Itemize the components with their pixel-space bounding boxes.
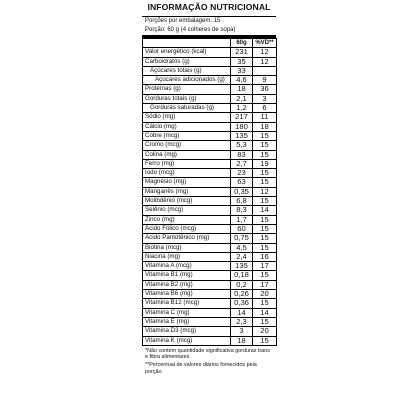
nutrient-name: Cálcio (mg): [143, 122, 231, 131]
nutrient-daily-value: 11: [253, 113, 277, 122]
table-row: [143, 224, 277, 233]
nutrient-name: Ácido Fólico (mcg): [143, 224, 231, 233]
table-row: [143, 159, 277, 168]
nutrient-daily-value: 36: [253, 85, 277, 94]
table-row: [143, 280, 277, 289]
footnote-trans-fat: *Não contém quantidade significativa gorduras trans e fibra alimentares.: [145, 347, 270, 361]
nutrition-table: [142, 38, 277, 346]
servings-per-package: Porções por embalagem: 15: [145, 18, 221, 24]
footnote-daily-value: **Percentual de valores diários fornecidos pela porção.: [145, 362, 257, 375]
table-row: [143, 66, 277, 75]
nutrient-daily-value: 12: [253, 57, 277, 66]
nutrient-daily-value: 3: [253, 94, 277, 103]
nutrient-name: Carboidratos (g): [143, 57, 231, 66]
nutrient-amount: 0,36: [231, 299, 253, 308]
nutrient-name: Vitamina B12 (mcg): [143, 299, 231, 308]
nutrient-amount: 14: [231, 308, 253, 317]
nutrient-daily-value: [253, 66, 277, 75]
nutrient-name: Gorduras saturadas (g): [143, 104, 231, 113]
nutrient-amount: 35: [231, 57, 253, 66]
nutrient-name: Açúcares totais (g): [143, 66, 231, 75]
nutrient-daily-value: 19: [253, 159, 277, 168]
nutrient-amount: 63: [231, 178, 253, 187]
table-row: [143, 252, 277, 261]
table-row: [143, 131, 277, 140]
nutrient-amount: 83: [231, 150, 253, 159]
table-row: [143, 299, 277, 308]
nutrient-amount: 18: [231, 85, 253, 94]
nutrient-amount: 135: [231, 262, 253, 271]
nutrient-amount: 231: [231, 48, 253, 57]
nutrient-amount: 18: [231, 336, 253, 345]
nutrient-daily-value: 17: [253, 262, 277, 271]
table-row: [143, 317, 277, 326]
table-row: [143, 215, 277, 224]
table-row: [143, 141, 277, 150]
nutrient-name: Gorduras totais (g): [143, 94, 231, 103]
nutrient-name: Magnésio (mg): [143, 178, 231, 187]
nutrient-amount: 2,7: [231, 159, 253, 168]
nutrient-daily-value: 20: [253, 290, 277, 299]
nutrient-daily-value: 15: [253, 141, 277, 150]
nutrient-amount: 60: [231, 224, 253, 233]
nutrient-daily-value: 15: [253, 131, 277, 140]
nutrient-name: Vitamina A (mcg): [143, 262, 231, 271]
nutrient-amount: 2,4: [231, 252, 253, 261]
nutrient-daily-value: 15: [253, 178, 277, 187]
nutrient-amount: 217: [231, 113, 253, 122]
nutrient-amount: 0,35: [231, 187, 253, 196]
nutrient-amount: 0,18: [231, 271, 253, 280]
nutrient-amount: 23: [231, 169, 253, 178]
table-row: [143, 243, 277, 252]
nutrient-daily-value: 15: [253, 150, 277, 159]
nutrient-daily-value: 18: [253, 122, 277, 131]
nutrient-name: Ferro (mg): [143, 159, 231, 168]
table-row: [143, 178, 277, 187]
nutrient-amount: 2,1: [231, 94, 253, 103]
nutrient-name: Proteínas (g): [143, 85, 231, 94]
nutrient-amount: 8,3: [231, 206, 253, 215]
nutrient-amount: 0,26: [231, 290, 253, 299]
nutrient-amount: 0,75: [231, 234, 253, 243]
nutrient-daily-value: 15: [253, 271, 277, 280]
table-row: [143, 85, 277, 94]
table-row: [143, 271, 277, 280]
nutrient-daily-value: 15: [253, 197, 277, 206]
nutrient-daily-value: 15: [253, 215, 277, 224]
table-row: [143, 327, 277, 336]
nutrition-facts-label: [142, 0, 276, 420]
nutrient-amount: 2,3: [231, 317, 253, 326]
nutrient-name: Selênio (mcg): [143, 206, 231, 215]
table-row: [143, 113, 277, 122]
table-row: [143, 76, 277, 85]
nutrient-name: Vitamina D3 (mcg): [143, 327, 231, 336]
nutrient-name: Valor energético (kcal): [143, 48, 231, 57]
nutrient-daily-value: 15: [253, 299, 277, 308]
nutrient-amount: 6,8: [231, 197, 253, 206]
nutrient-name: Iodo (mcg): [143, 169, 231, 178]
table-row: [143, 234, 277, 243]
nutrient-name: Biotina (mcg): [143, 243, 231, 252]
nutrient-amount: 180: [231, 122, 253, 131]
nutrient-name: Vitamina B2 (mg): [143, 280, 231, 289]
table-header-row: [143, 39, 277, 48]
nutrient-name: Vitamina B6 (mg): [143, 290, 231, 299]
nutrient-name: Vitamina E (mg): [143, 317, 231, 326]
nutrient-name: Manganês (mg): [143, 187, 231, 196]
nutrient-daily-value: 15: [253, 336, 277, 345]
nutrient-daily-value: 17: [253, 280, 277, 289]
nutrient-amount: 5,3: [231, 141, 253, 150]
nutrient-daily-value: 20: [253, 327, 277, 336]
nutrient-name: Vitamina B1 (mg): [143, 271, 231, 280]
table-row: [143, 290, 277, 299]
nutrient-amount: 135: [231, 131, 253, 140]
nutrient-name: Vitamina K (mcg): [143, 336, 231, 345]
nutrient-name: Niacina (mg): [143, 252, 231, 261]
table-row: [143, 48, 277, 57]
nutrient-name: Ácido Pantotênico (mg): [143, 234, 231, 243]
nutrient-name: Açúcares adicionados (g): [143, 76, 231, 85]
nutrient-daily-value: 9: [253, 76, 277, 85]
nutrient-daily-value: 14: [253, 308, 277, 317]
nutrient-name: Vitamina C (mg): [143, 308, 231, 317]
nutrient-daily-value: 15: [253, 234, 277, 243]
label-title: INFORMAÇÃO NUTRICIONAL: [147, 2, 271, 12]
table-row: [143, 104, 277, 113]
nutrient-daily-value: 6: [253, 104, 277, 113]
nutrient-daily-value: 15: [253, 317, 277, 326]
nutrient-amount: 33: [231, 66, 253, 75]
table-row: [143, 336, 277, 345]
table-row: [143, 206, 277, 215]
nutrient-amount: 3: [231, 327, 253, 336]
portion-size: Porção: 60 g (4 colheres de sopa): [145, 27, 236, 33]
nutrient-amount: 4,6: [231, 76, 253, 85]
table-row: [143, 262, 277, 271]
nutrient-amount: 1,2: [231, 104, 253, 113]
nutrient-daily-value: 16: [253, 252, 277, 261]
table-row: [143, 57, 277, 66]
table-row: [143, 94, 277, 103]
header-daily-value: %VD**: [253, 39, 277, 48]
nutrient-name: Molibdênio (mcg): [143, 197, 231, 206]
nutrient-name: Zinco (mg): [143, 215, 231, 224]
table-row: [143, 122, 277, 131]
nutrient-amount: 1,7: [231, 215, 253, 224]
table-row: [143, 169, 277, 178]
header-portion: 60g: [231, 39, 253, 48]
table-row: [143, 187, 277, 196]
nutrient-daily-value: 14: [253, 206, 277, 215]
table-row: [143, 150, 277, 159]
nutrient-daily-value: 15: [253, 243, 277, 252]
nutrient-name: Sódio (mg): [143, 113, 231, 122]
nutrient-name: Cromo (mcg): [143, 141, 231, 150]
header-nutrient: [143, 39, 231, 48]
nutrient-name: Cobre (mcg): [143, 131, 231, 140]
nutrient-name: Colina (mg): [143, 150, 231, 159]
nutrient-daily-value: 12: [253, 48, 277, 57]
nutrient-amount: 4,5: [231, 243, 253, 252]
table-row: [143, 197, 277, 206]
nutrient-daily-value: 15: [253, 169, 277, 178]
nutrient-amount: 0,2: [231, 280, 253, 289]
nutrient-daily-value: 12: [253, 187, 277, 196]
table-row: [143, 308, 277, 317]
nutrient-daily-value: 15: [253, 224, 277, 233]
